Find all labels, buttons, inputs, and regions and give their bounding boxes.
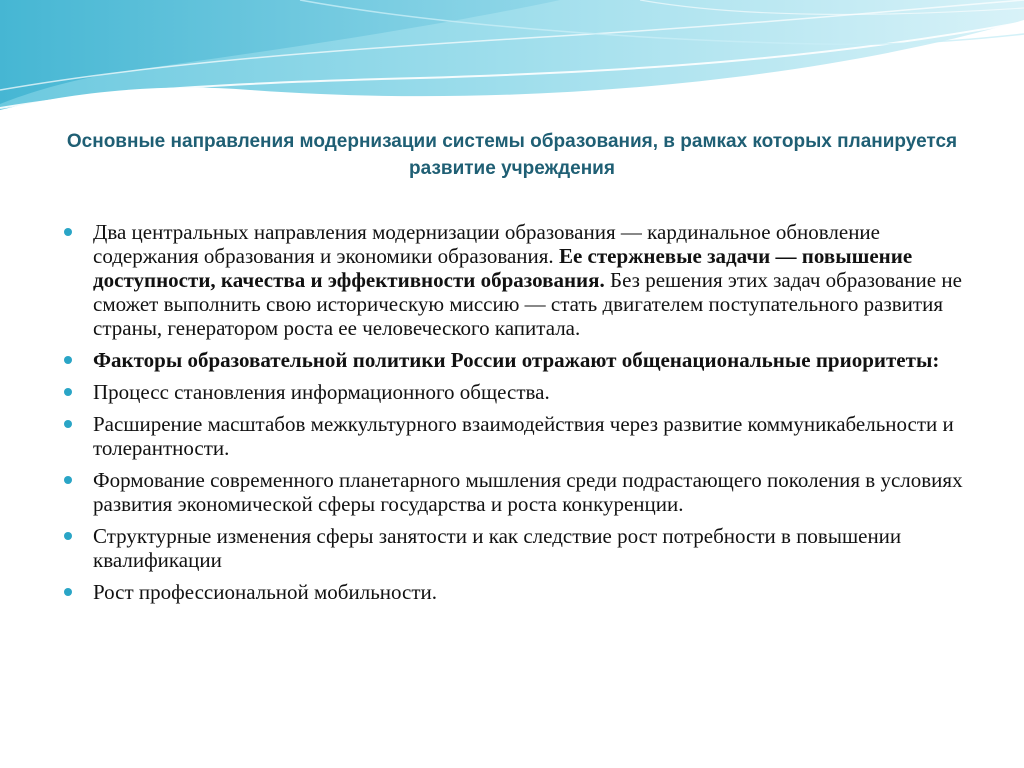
item-text: Расширение масштабов межкультурного взаимодействия через развитие коммуникабельности и толерантности. [93, 412, 954, 460]
slide-title: Основные направления модернизации системы образования, в рамках которых планируется развитие учреждения [66, 131, 958, 179]
list-item [64, 468, 974, 516]
bullet-list [64, 220, 974, 612]
list-item [64, 524, 974, 572]
list-item [64, 220, 974, 340]
bullet-icon [64, 476, 72, 484]
item-text-bold: Факторы образовательной политики России отражают общенациональные приоритеты: [93, 348, 940, 372]
item-text: Рост профессиональной мобильности. [93, 580, 438, 604]
wave-header-decoration [0, 0, 1024, 130]
bullet-icon [64, 420, 72, 428]
item-text: Формование современного планетарного мышления среди подрастающего поколения в условиях развития экономической сферы государства и роста конкуренции. [93, 468, 963, 516]
list-item [64, 412, 974, 460]
bullet-icon [64, 228, 72, 236]
item-text: Процесс становления информационного общества. [93, 380, 550, 404]
list-item [64, 348, 974, 372]
list-item [64, 580, 974, 604]
item-text: Без решения этих задач образование не сможет выполнить свою историческую миссию — стать двигателем поступательного развития страны, генератором роста ее человеческого капитала. [93, 268, 962, 340]
bullet-icon [64, 388, 72, 396]
item-text: Структурные изменения сферы занятости и как следствие рост потребности в повышении квалификации [93, 524, 902, 572]
bullet-icon [64, 588, 72, 596]
bullet-icon [64, 532, 72, 540]
bullet-icon [64, 356, 72, 364]
list-item [64, 380, 974, 404]
item-text-bold: Ее стержневые задачи — повышение доступности, качества и эффективности образования. [93, 244, 913, 292]
item-text: Два центральных направления модернизации образования — кардинальное обновление содержания образования и экономики образования. [93, 220, 880, 268]
